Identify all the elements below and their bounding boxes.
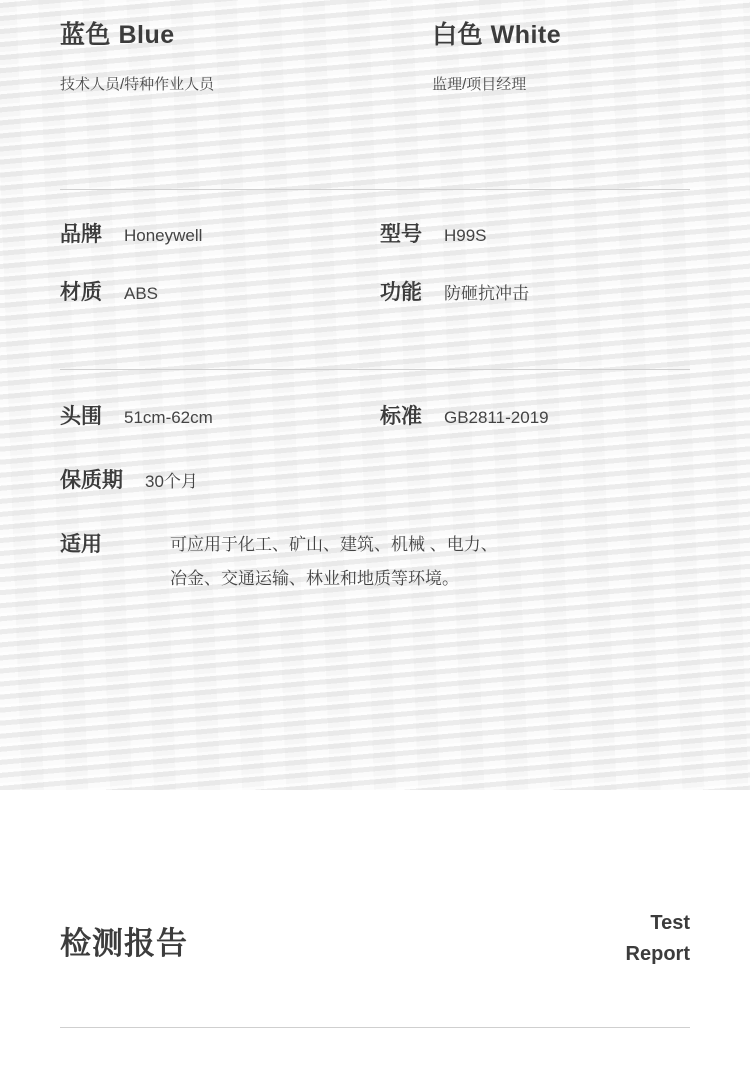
- spec-row: [60, 464, 690, 494]
- spec-block-size-standard: [60, 370, 690, 596]
- spec-item-standard: [380, 400, 690, 430]
- test-report-title-en-line2: Report: [625, 943, 690, 965]
- test-report-section: [0, 790, 750, 1077]
- spec-label: 型号: [380, 223, 422, 246]
- test-report-title-en-line1: Test: [650, 912, 690, 934]
- spec-item-material: [60, 276, 380, 306]
- color-name-cn: 白色: [432, 21, 484, 49]
- color-name-cn: 蓝色: [60, 21, 112, 49]
- spec-item-function: [380, 276, 690, 306]
- color-name-en: White: [490, 21, 562, 49]
- spec-value: 30个月: [145, 472, 198, 491]
- test-report-title-cn: 检测报告: [60, 926, 188, 961]
- color-variant-blue: [60, 18, 372, 96]
- spec-value: 51cm-62cm: [124, 408, 213, 427]
- spec-label: 头围: [60, 405, 102, 428]
- test-report-inner: [60, 790, 690, 1077]
- spec-value: [170, 528, 498, 596]
- color-variant-white: [372, 18, 690, 96]
- spec-block-brand-material: [60, 190, 690, 306]
- spec-label: 材质: [60, 281, 102, 304]
- color-variant-title: [432, 18, 690, 52]
- color-variant-title: [60, 18, 372, 52]
- spec-value: Honeywell: [124, 226, 203, 245]
- spec-value: H99S: [444, 226, 487, 245]
- usage-line-2: 冶金、交通运输、林业和地质等环境。: [170, 569, 459, 588]
- color-variants-row: [60, 0, 690, 96]
- spec-label: 适用: [60, 533, 102, 556]
- spec-item-head-size: [60, 400, 380, 430]
- spec-label: 标准: [380, 405, 422, 428]
- color-role-white: 监理/项目经理: [432, 76, 527, 93]
- spec-value: 防砸抗冲击: [444, 284, 529, 303]
- spec-item-usage: [60, 528, 690, 596]
- color-role-blue: 技术人员/特种作业人员: [60, 76, 215, 93]
- spec-row: [60, 276, 690, 306]
- spec-value: ABS: [124, 284, 159, 303]
- spec-item-model: [380, 218, 690, 248]
- spec-label: 品牌: [60, 223, 102, 246]
- spec-label: 保质期: [60, 469, 123, 492]
- spec-label: 功能: [380, 281, 422, 304]
- spec-row: [60, 400, 690, 430]
- spec-value: GB2811-2019: [444, 408, 549, 427]
- spec-item-brand: [60, 218, 380, 248]
- divider-report: [60, 1027, 690, 1028]
- test-report-title-en: [626, 908, 690, 970]
- spec-row: [60, 218, 690, 248]
- color-name-en: Blue: [118, 21, 175, 49]
- spec-item-shelf-life: [60, 464, 380, 494]
- usage-line-1: 可应用于化工、矿山、建筑、机械 、电力、: [170, 535, 498, 554]
